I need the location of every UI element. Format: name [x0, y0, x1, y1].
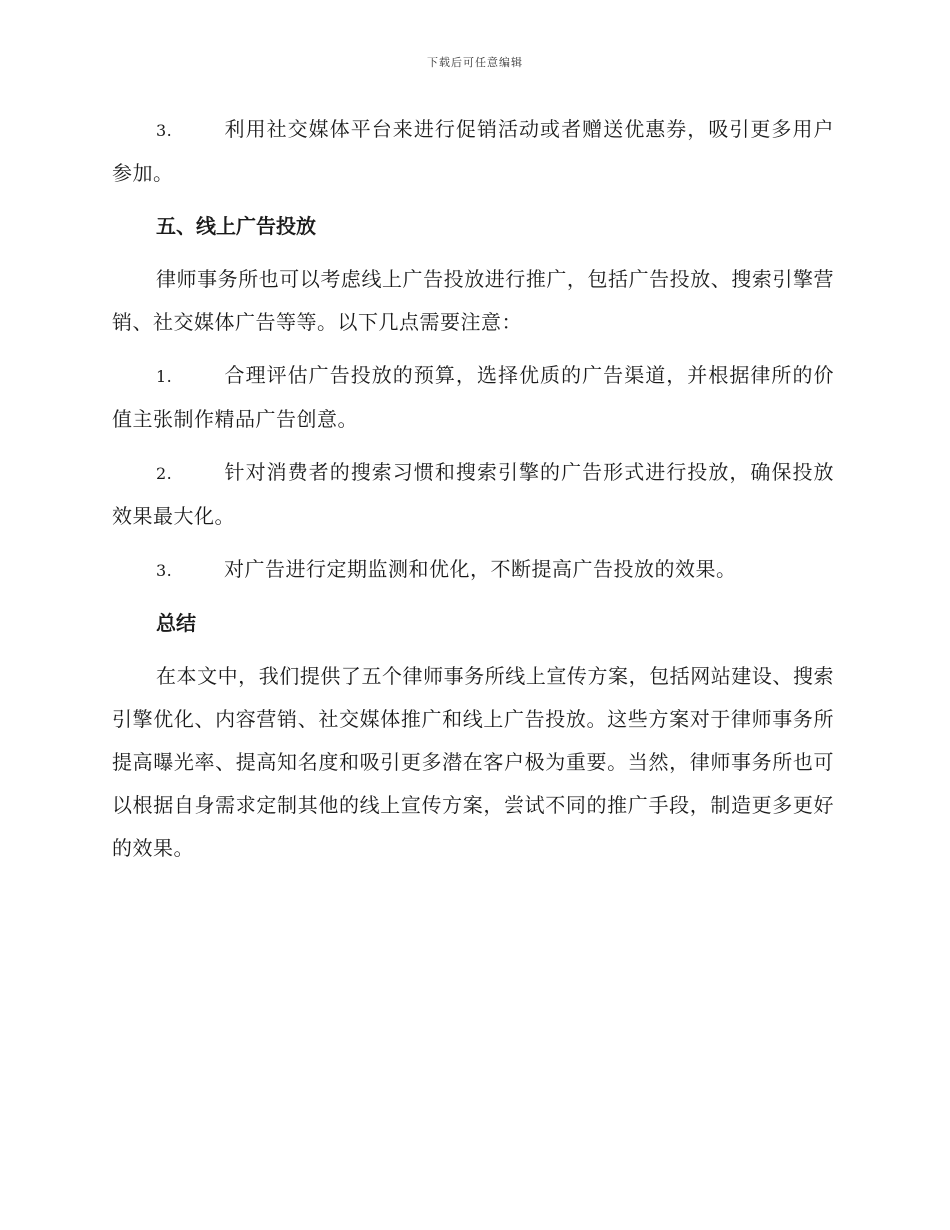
list-item-number: 3.: [156, 561, 173, 580]
list-item-number: 1.: [156, 367, 173, 386]
list-item-number: 2.: [156, 464, 173, 483]
list-item: [112, 354, 834, 441]
list-item-text: 合理评估广告投放的预算，选择优质的广告渠道，并根据律所的价值主张制作精品广告创意。: [112, 363, 834, 431]
list-item-text: 利用社交媒体平台来进行促销活动或者赠送优惠券，吸引更多用户参加。: [112, 117, 834, 185]
list-item: [112, 548, 834, 592]
list-item: [112, 108, 834, 195]
section-intro-paragraph: 律师事务所也可以考虑线上广告投放进行推广，包括广告投放、搜索引擎营销、社交媒体广告等等。以下几点需要注意：: [112, 267, 834, 334]
summary-paragraph: 在本文中，我们提供了五个律师事务所线上宣传方案，包括网站建设、搜索引擎优化、内容营销、社交媒体推广和线上广告投放。这些方案对于律师事务所提高曝光率、提高知名度和吸引更多潜在客户极为重要。当然，律师事务所也可以根据自身需求定制其他的线上宣传方案，尝试不同的推广手段，制造更多更好的效果。: [112, 664, 834, 860]
list-item-text: 针对消费者的搜索习惯和搜索引擎的广告形式进行投放，确保投放效果最大化。: [112, 460, 834, 528]
page-header: 下载后可任意编辑: [427, 56, 523, 69]
list-item: [112, 451, 834, 538]
list-item-text: 对广告进行定期监测和优化，不断提高广告投放的效果。: [224, 557, 737, 581]
section-heading: 五、线上广告投放: [156, 214, 316, 238]
document-body: [112, 108, 834, 880]
summary-heading: 总结: [156, 611, 196, 635]
list-item-number: 3.: [156, 121, 173, 140]
